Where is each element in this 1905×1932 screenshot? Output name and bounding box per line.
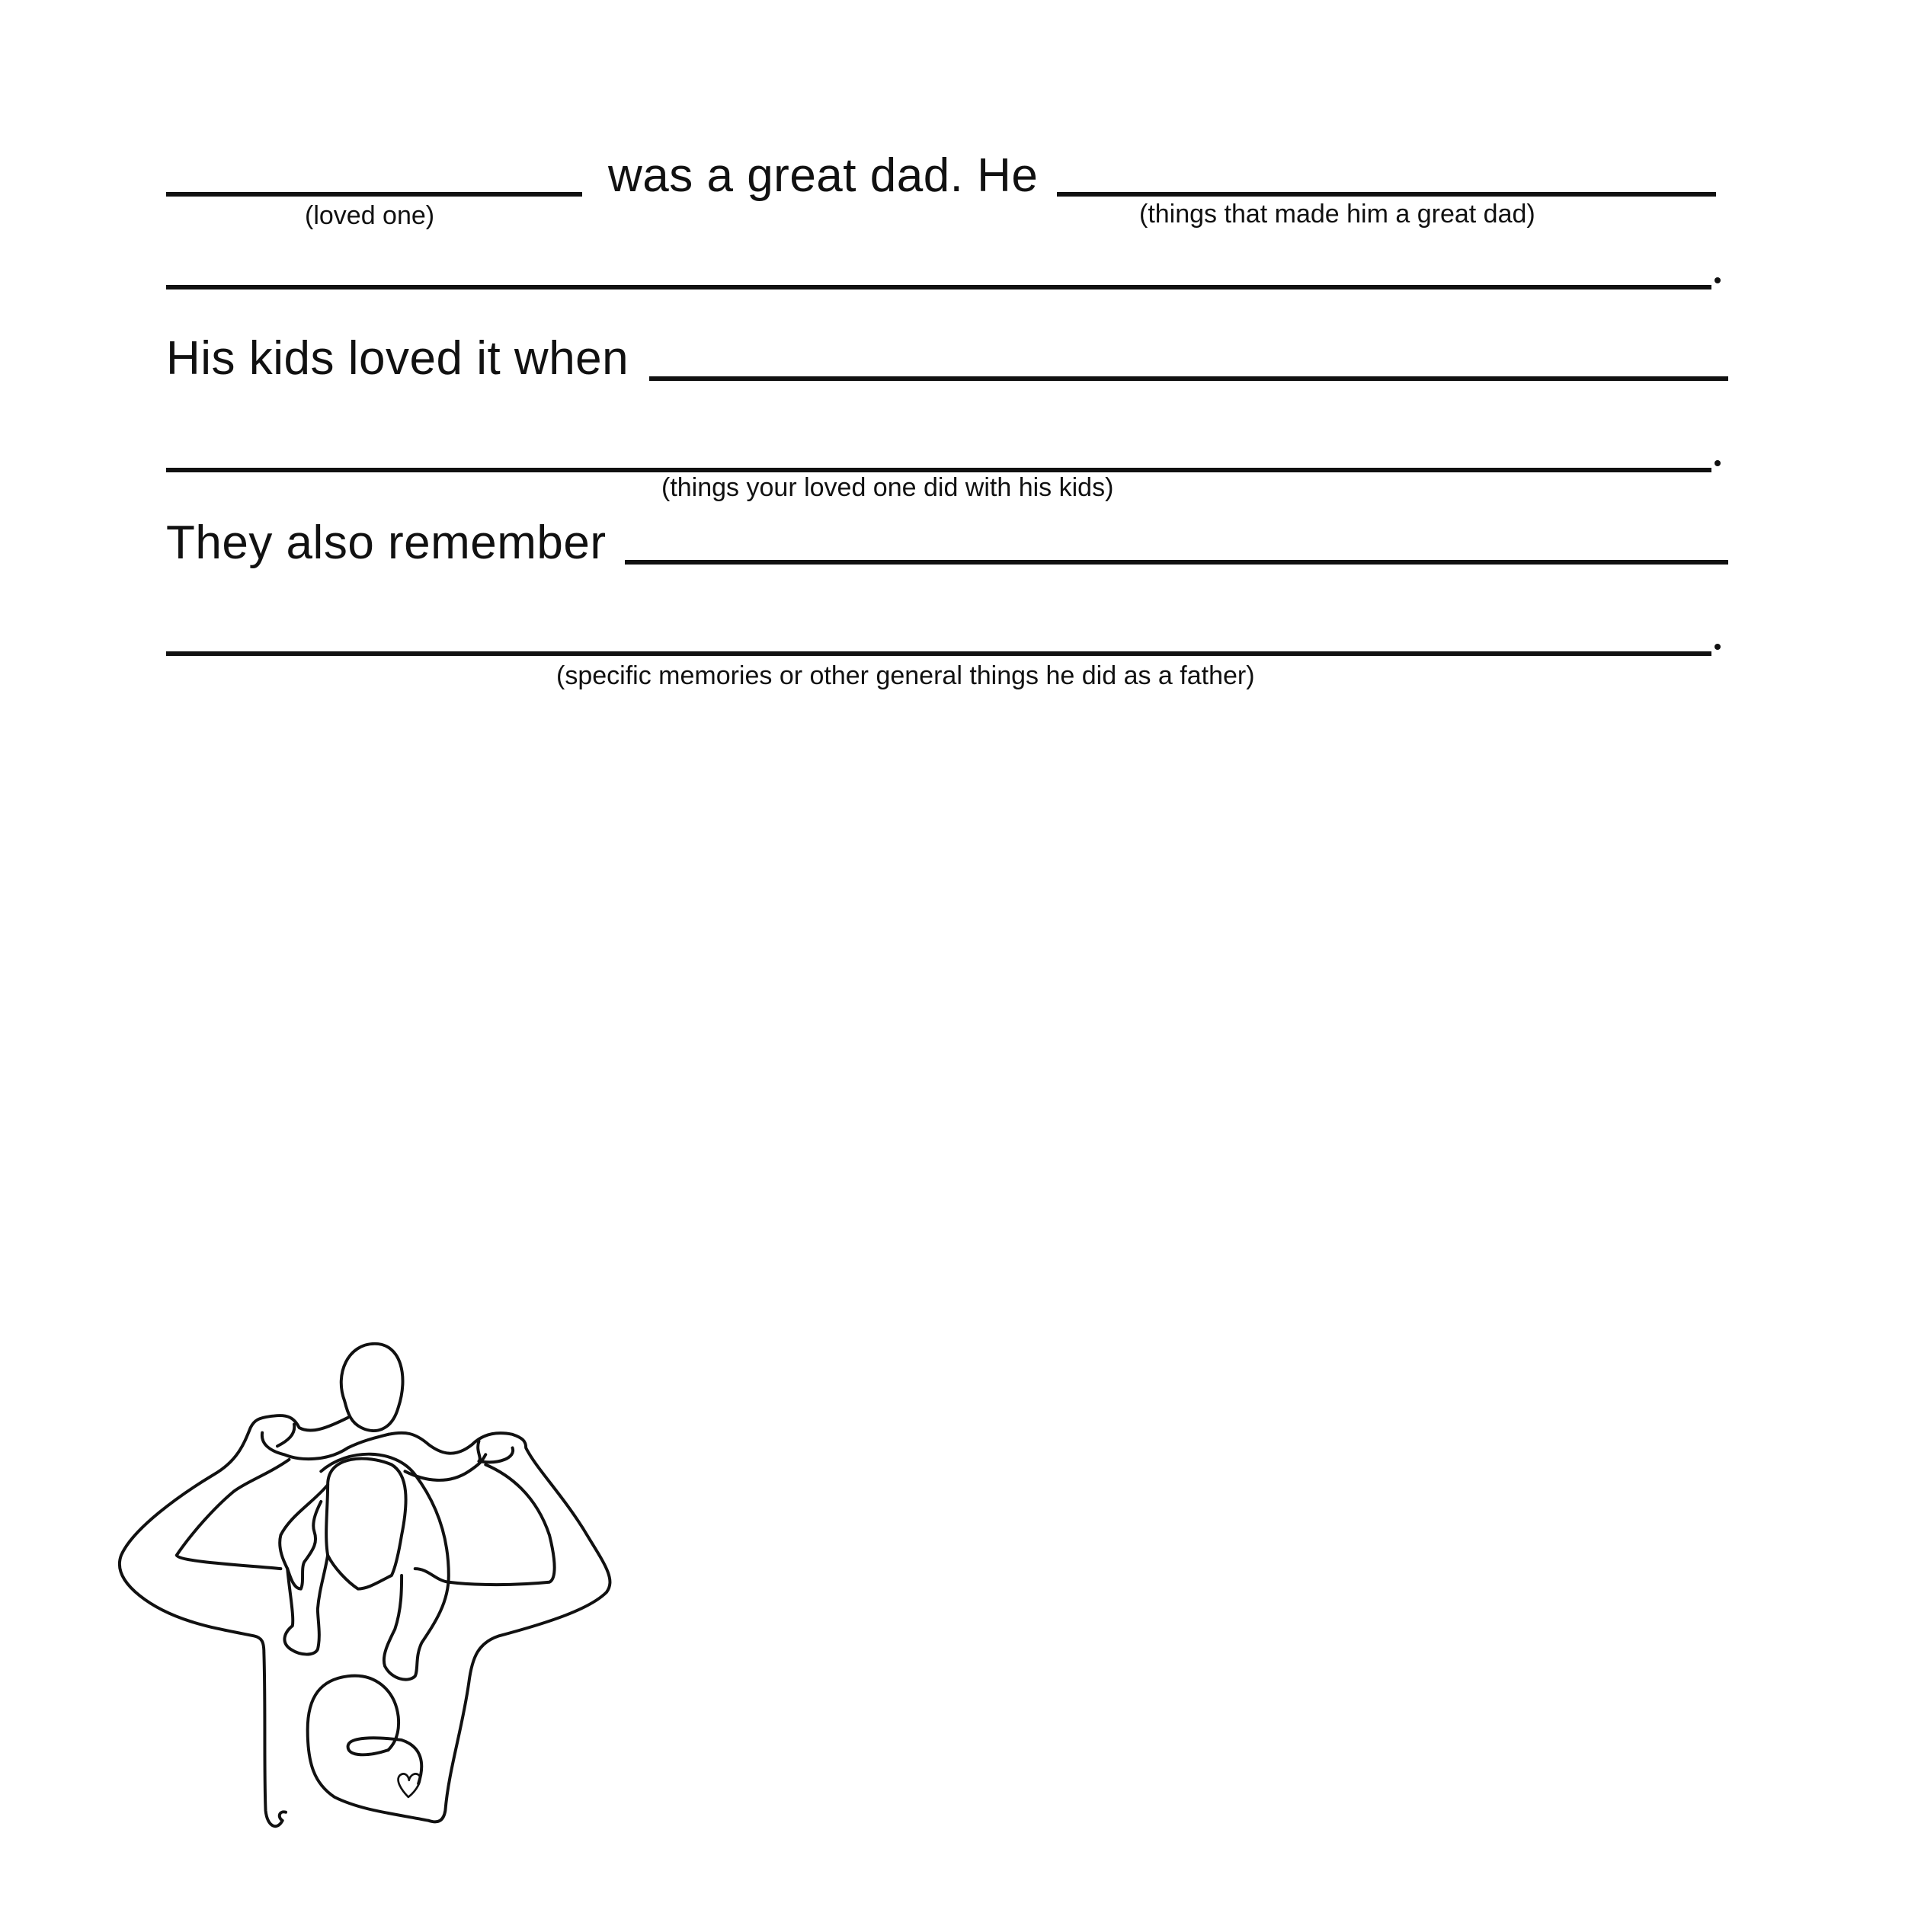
caption-specific-memories: (specific memories or other general things he did as a father) [556,661,1255,690]
caption-great-dad-things: (things that made him a great dad) [1139,200,1535,229]
caption-kids-things: (things your loved one did with his kids) [661,473,1114,502]
blank-loved-one[interactable] [166,192,582,197]
blank-kids-loved-continued[interactable] [166,468,1711,472]
blank-kids-loved[interactable] [649,376,1728,381]
blank-great-dad-things[interactable] [1057,192,1716,197]
period-line2 [1714,277,1721,283]
text-they-also-remember: They also remember [166,517,607,569]
text-was-a-great-dad: was a great dad. He [608,149,1039,202]
caption-loved-one: (loved one) [305,201,435,230]
text-his-kids-loved: His kids loved it when [166,332,629,385]
period-line4 [1714,460,1721,466]
period-line6 [1714,644,1721,650]
father-child-illustration-icon [113,1333,623,1851]
blank-they-remember-continued[interactable] [166,651,1711,656]
blank-great-dad-continued[interactable] [166,285,1711,289]
blank-they-remember[interactable] [625,560,1728,565]
